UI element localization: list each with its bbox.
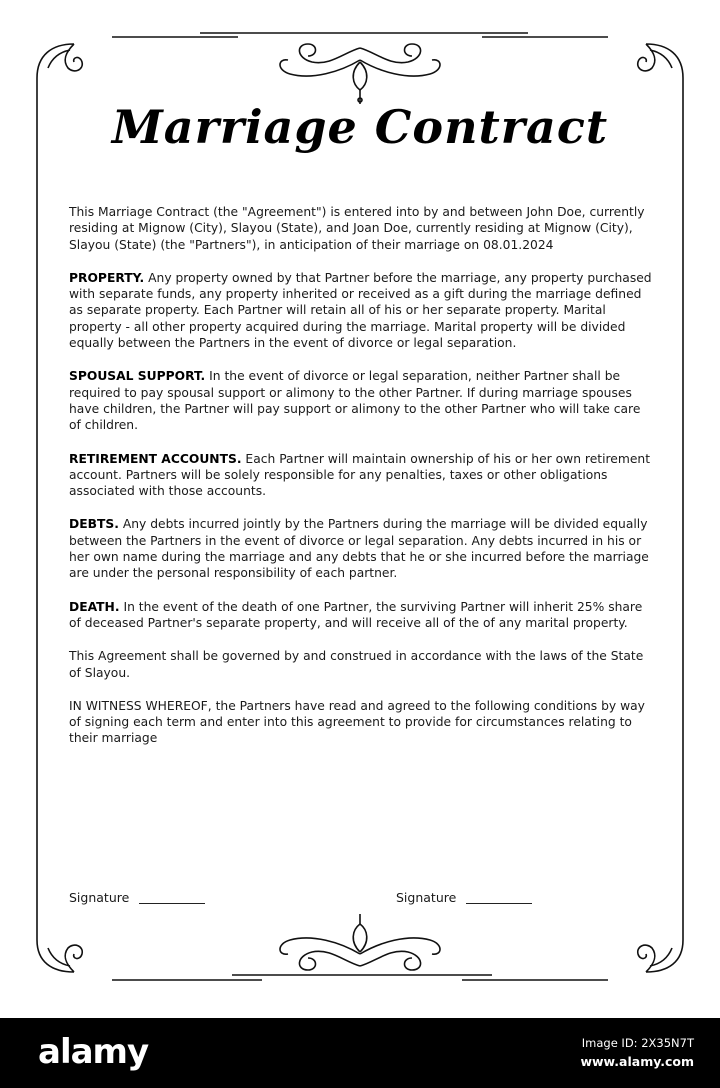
section-debts [69, 516, 653, 581]
site-url: www.alamy.com [580, 1054, 694, 1069]
document-body [69, 204, 653, 764]
signature-line [466, 903, 532, 904]
intro-paragraph: This Marriage Contract (the "Agreement") is entered into by and between John Doe, currently residing at Mignow (City), Slayou (State), and Joan Doe, currently residing at Mignow (City), Slayou (State) (the "Partners"), in anticipation of their marriage on 08.01.2024 [69, 205, 645, 252]
signature-right [396, 890, 532, 905]
signature-left [69, 890, 205, 905]
section-retirement-accounts [69, 451, 653, 500]
signature-label: Signature [69, 890, 130, 905]
section-spousal-support [69, 368, 653, 433]
document-title: Marriage Contract [111, 100, 609, 154]
alamy-logo: alamy [38, 1032, 149, 1072]
image-id: Image ID: 2X35N7T [581, 1036, 694, 1050]
signature-line [139, 903, 205, 904]
section-text: In the event of the death of one Partner, the surviving Partner will inherit 25% share of deceased Partner's separate property, and will receive all of the of any marital property. [69, 599, 643, 630]
section-heading: PROPERTY. [69, 270, 145, 285]
section-heading: DEATH. [69, 599, 120, 614]
section-heading: RETIREMENT ACCOUNTS. [69, 451, 242, 466]
section-heading: SPOUSAL SUPPORT. [69, 369, 206, 384]
section-property [69, 270, 653, 351]
stock-footer-bar [0, 1018, 720, 1088]
section-text: Any property owned by that Partner before the marriage, any property purchased with separate funds, any property inherited or received as a gift during the marriage defined as separate property. Each Partner will retain all of his or her separate property. Marital property - all other property acquired during the marriage. Marital property will be divided equally between the Partners in the event of divorce or legal separation. [69, 270, 652, 351]
witness-paragraph: IN WITNESS WHEREOF, the Partners have read and agreed to the following conditions by way of signing each term and enter into this agreement to provide for circumstances relating to their marriage [69, 698, 645, 746]
section-death [69, 599, 653, 632]
section-text: Any debts incurred jointly by the Partners during the marriage will be divided equally between the Partners in the event of divorce or legal separation. Any debts incurred in his or her own name during the marriage and any debts that he or she incurred before the marriage are under the personal responsibility of each partner. [69, 517, 649, 581]
governing-law-paragraph: This Agreement shall be governed by and construed in accordance with the laws of the State of Slayou. [69, 649, 644, 680]
signature-label: Signature [396, 890, 457, 905]
section-heading: DEBTS. [69, 517, 119, 532]
section-text: Each Partner will maintain ownership of his or her own retirement account. Partners will be solely responsible for any penalties, taxes or other obligations associated with those accounts. [69, 451, 651, 499]
section-text: In the event of divorce or legal separation, neither Partner shall be required to pay spousal support or alimony to the other Partner. If during marriage spouses have children, the Partner will pay support or alimony to the other Partner who will take care of children. [69, 369, 641, 433]
